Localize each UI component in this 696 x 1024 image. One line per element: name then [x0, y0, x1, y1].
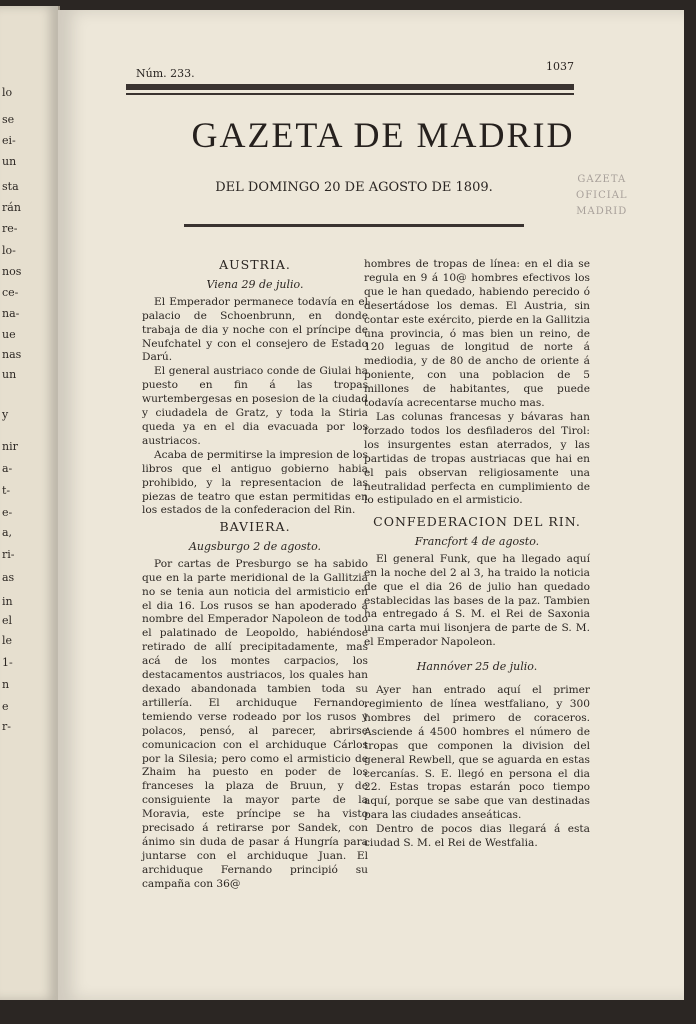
- date-rule: [184, 224, 524, 227]
- baviera-section: [142, 520, 368, 892]
- dateline-hannover: Hannóver 25 de julio.: [416, 660, 538, 674]
- baviera-paragraph: Por cartas de Presburgo se ha sabido que en la parte meridional de la Gallitzia no se tenia aun noticia del armisticio en el dia 16. Los rusos se han apoderado á nombre del Emperador Napoleon de todo el palatinado de Leopoldo, habiéndose retirado de allí precipitadamente, mas acá de los montes carpacios, los destacamentos austriacos, los quales han dexado abandonada tambien toda su artillería. El archiduque Fernando, temiendo verse rodeado por los rusos y polacos, pensó, al parecer, abrirse comunicacion con el archiduque Cárlos por la Silesia; pero como el armisticio de Zhaim ha puesto en poder de los franceses la plaza de Bruun, y de consiguiente la mayor parte de la Moravia, este príncipe se ha visto precisado á retirarse por Sandek, con ánimo sin duda de pasar á Hungría para juntarse con el archiduque Juan. El archiduque Fernando principió su campaña con 36@: [142, 557, 368, 890]
- dateline-francfort: Francfort 4 de agosto.: [414, 534, 540, 548]
- left-page-fragment: ri-: [2, 548, 15, 561]
- top-rule-thick: [126, 84, 574, 90]
- left-page-fragment: a-: [2, 462, 13, 475]
- continuation-paragraph: Las colunas francesas y bávaras han forzado todos los desfiladeros del Tirol: los insurgentes estan aterrados, y las partidas de tropas austriacas que hai en el pais observan religiosamente una neutralidad perfecta en cumplimiento de lo estipulado en el armisticio.: [364, 410, 590, 507]
- section-heading-baviera: BAVIERA.: [219, 519, 291, 534]
- issue-date: DEL DOMINGO 20 DE AGOSTO DE 1809.: [215, 180, 493, 195]
- issue-number: Núm. 233.: [136, 67, 195, 80]
- left-page-fragment: as: [2, 571, 15, 584]
- left-page-fragment: a,: [2, 526, 13, 539]
- austria-paragraph: El Emperador permanece todavía en el palacio de Schoenbrunn, en donde trabaja de dia y noche con el príncipe de Neufchatel y con el consejero de Estado Darú.: [142, 295, 368, 364]
- left-page-fragment: lo: [2, 86, 13, 99]
- left-page-fragment: el: [2, 614, 13, 627]
- left-page-fragment: 1-: [2, 656, 13, 669]
- left-page-fragment: rán: [2, 201, 21, 214]
- austria-paragraph: Acaba de permitirse la impresion de los libros que el antiguo gobierno habia prohibido, y la representacion de las piezas de teatro que estan permitidas en los estados de la confederacion del Rin.: [142, 448, 368, 517]
- left-page-fragment: n: [2, 678, 10, 691]
- confederacion-section: [364, 515, 590, 851]
- stamp-line: GAZETA: [577, 174, 627, 185]
- top-rule-thin: [126, 93, 574, 95]
- left-page-fragment: in: [2, 595, 13, 608]
- left-page-fragment: se: [2, 113, 15, 126]
- left-page-fragment: ue: [2, 328, 16, 341]
- austria-section: [142, 258, 368, 518]
- left-page-fragment: sta: [2, 180, 19, 193]
- left-page-fragment: re-: [2, 222, 18, 235]
- austria-paragraph: El general austriaco conde de Giulai ha puesto en fin á las tropas wurtembergesas en posesion de la ciudad y ciudadela de Gratz, y toda la Stiria queda ya en el dia evacuada por los austriacos.: [142, 365, 368, 447]
- page-number: 1037: [546, 60, 574, 73]
- left-page-fragment: nas: [2, 348, 22, 361]
- left-page-fragment: t-: [2, 484, 11, 497]
- section-heading-austria: AUSTRIA.: [219, 257, 291, 272]
- left-page-fragment: e: [2, 700, 9, 713]
- dateline-augsburgo: Augsburgo 2 de agosto.: [188, 539, 322, 553]
- left-page-fragment: y: [2, 408, 9, 421]
- left-page-fragment: nos: [2, 265, 22, 278]
- left-page-fragment: un: [2, 155, 17, 168]
- masthead-title: GAZETA DE MADRID: [191, 115, 575, 155]
- confederacion-paragraph: Ayer han entrado aquí el primer regimiento de línea westfaliano, y 300 hombres del primero de coraceros. Asciende á 4500 hombres el número de tropas que componen la division del general Rewbell, que se aguarda en estas cercanías. S. E. llegó en persona el dia 22. Estas tropas estarán poco tiempo aquí, porque se sabe que van destinadas para las ciudades anseáticas.: [364, 684, 590, 822]
- left-page-fragment: ce-: [2, 286, 19, 299]
- left-page-fragment: ei-: [2, 134, 16, 147]
- left-page-fragment: e-: [2, 506, 13, 519]
- left-page-fragment: lo-: [2, 244, 16, 257]
- library-stamp: [576, 172, 628, 220]
- left-page-fragment: nir: [2, 440, 18, 453]
- left-page-fragment: un: [2, 368, 17, 381]
- newspaper-page: [58, 10, 684, 1000]
- confederacion-paragraph: Dentro de pocos dias llegará á esta ciudad S. M. el Rei de Westfalia.: [364, 823, 590, 850]
- left-page-fragment: na-: [2, 307, 20, 320]
- stamp-line: MADRID: [576, 206, 628, 217]
- left-page-edge: [0, 6, 60, 1000]
- left-page-fragment: r-: [2, 720, 11, 733]
- stamp-line: OFICIAL: [576, 190, 628, 201]
- column-two-continuation: [364, 258, 590, 508]
- left-page-fragment: le: [2, 634, 13, 647]
- section-heading-confederacion: CONFEDERACION DEL RIN.: [373, 514, 581, 529]
- continuation-paragraph: hombres de tropas de línea: en el dia se regula en 9 á 10@ hombres efectivos los que le han quedado, habiendo perecido ó desertádose los demas. El Austria, sin contar este exército, pierde en la Gallitzia una provincia, ó mas bien un reino, de 120 leguas de longitud de norte á mediodia, y de 80 de ancho de oriente á poniente, con una poblacion de 5 millones de habitantes, que puede todavía acrecentarse mucho mas.: [364, 258, 590, 410]
- dateline-viena: Viena 29 de julio.: [206, 277, 304, 291]
- confederacion-paragraph: El general Funk, que ha llegado aquí en la noche del 2 al 3, ha traido la noticia de que el dia 26 de julio han quedado establecidas las bases de la paz. Tambien ha entregado á S. M. el Rei de Saxonia una carta mui lisonjera de parte de S. M. el Emperador Napoleon.: [364, 552, 590, 649]
